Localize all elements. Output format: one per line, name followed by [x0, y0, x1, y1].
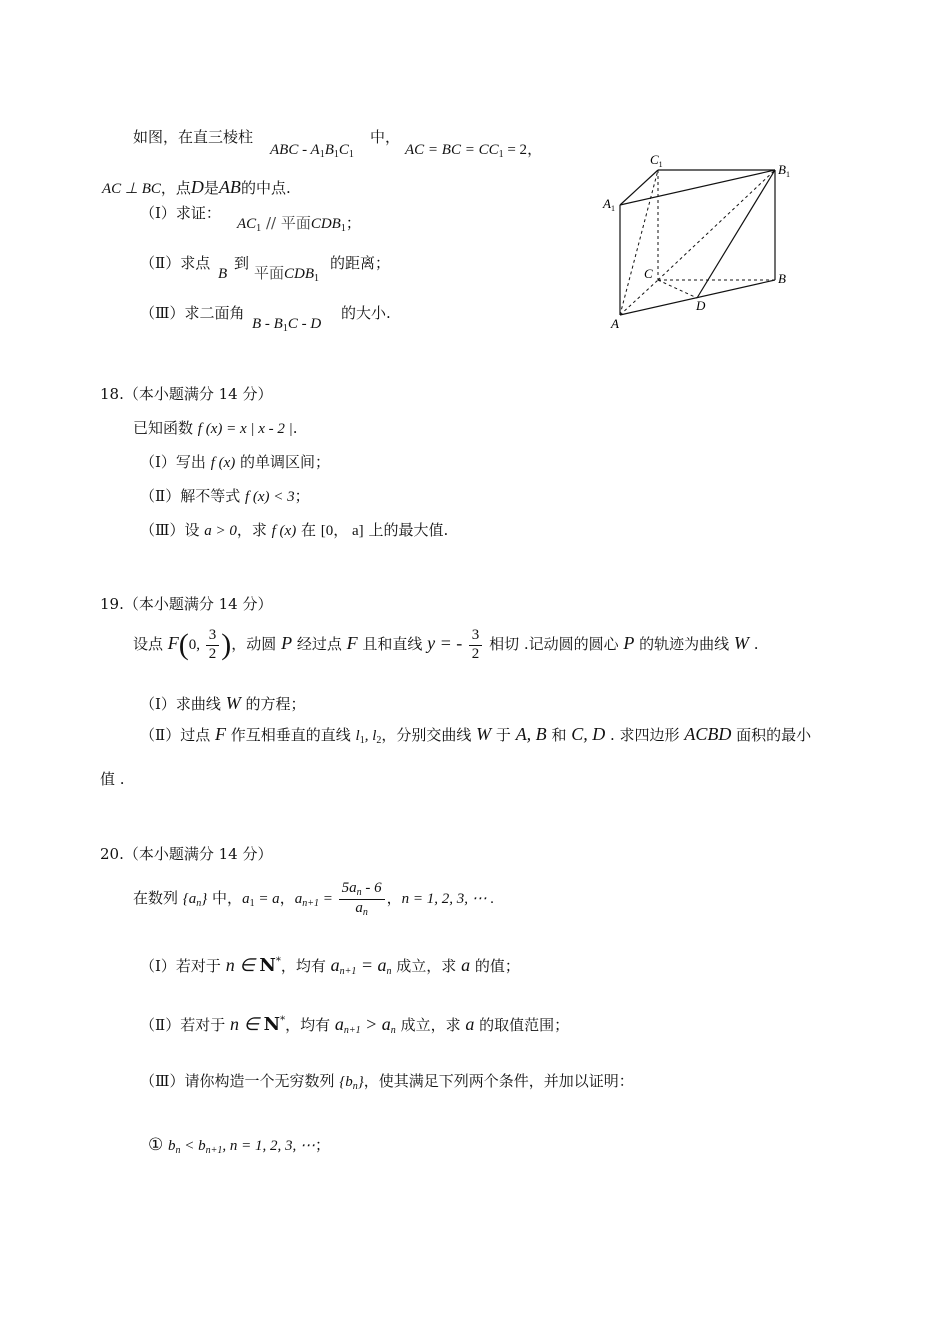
- p17-q2-plane: 平面$CDB_1$: [254, 264, 320, 284]
- p19-tail: 值 .: [100, 770, 125, 788]
- frac-recurrence: $\frac{5a_n - 6}{a_n}$: [339, 880, 385, 918]
- p19-line1: 设点 F(0, $\frac{3}{2}$ )，动圆 P 经过点 F 且和直线 y = - $\frac{3}{2}$ 相切 .记动圆的圆心 P 的轨迹为曲线 W .: [133, 627, 759, 662]
- p20-c1: ① $b_n < b_{n+1}$, n = 1, 2, 3, ⋯；: [148, 1135, 331, 1156]
- p18-line1: 已知函数 f (x) = x | x - 2 |.: [133, 419, 298, 437]
- p17-q3-end: 的大小.: [341, 304, 391, 322]
- p17-q2: （Ⅱ）求点: [140, 254, 211, 272]
- p20-line1: 在数列 $\{a_n\}$ 中，$a_1 = a$，$a_{n+1}$ = $\frac{5a_n - 6}{a_n}$ ，n = 1, 2, 3, ⋯ .: [133, 880, 495, 918]
- p18-heading: 18.（本小题满分 14 分）: [100, 385, 273, 403]
- p20-q3: （Ⅲ）请你构造一个无穷数列 $\{b_n\}$，使其满足下列两个条件，并加以证明：: [140, 1072, 634, 1092]
- label-a: A: [611, 316, 619, 331]
- p17-prism-math: ABC - $A_1B_1C_1$: [270, 142, 354, 160]
- p17-mid: 中，: [370, 128, 401, 146]
- label-c1: $C_1$: [650, 152, 663, 169]
- p19-q2: （Ⅱ）过点 F 作互相垂直的直线 $l_1$, $l_2$，分别交曲线 W 于 A, B 和 C, D . 求四边形 ACBD 面积的最小: [140, 724, 812, 746]
- prism-figure: [590, 150, 805, 335]
- hidden-cd: [658, 280, 697, 298]
- p19-heading: 19.（本小题满分 14 分）: [100, 595, 273, 613]
- p17-q1: （Ⅰ）求证：: [140, 204, 221, 222]
- p17-q3-math: B - $B_1C$ - D: [252, 316, 322, 334]
- edge-b1d: [697, 170, 775, 298]
- p17-intro: 如图，在直三棱柱: [133, 128, 254, 146]
- label-b1: $B_1$: [778, 162, 790, 179]
- frac-3-2: $\frac{3}{2}$: [206, 627, 220, 663]
- label-d: D: [696, 298, 706, 313]
- hidden-cb1: [658, 170, 775, 280]
- p18-q2: （Ⅱ）解不等式 f (x) < 3；: [140, 487, 310, 505]
- hidden-ac: [620, 280, 658, 315]
- p17-line2: AC ⊥ BC，点D是AB的中点.: [102, 177, 291, 197]
- label-b: B: [778, 271, 786, 286]
- p20-q2: （Ⅱ）若对于 n ∈ N*，均有 $a_{n+1} > a_n$ 成立，求 a 的取值范围；: [140, 1014, 570, 1036]
- p17-q2-B: B: [218, 266, 228, 282]
- hidden-ac1: [620, 170, 658, 315]
- p17-q2-end: 的距离；: [330, 254, 391, 272]
- p20-q1: （Ⅰ）若对于 n ∈ N*，均有 $a_{n+1} = a_n$ 成立，求 a 的值；: [140, 955, 520, 977]
- p18-q3: （Ⅲ）设 a > 0，求 f (x) 在 [0， a] 上的最大值.: [140, 521, 449, 539]
- frac-3-2-b: $\frac{3}{2}$: [469, 627, 483, 663]
- p17-line1: [133, 128, 253, 146]
- p17-q1-math: $AC_1$ // 平面$CDB_1$；: [237, 214, 361, 234]
- p17-q2-to: 到: [234, 254, 250, 272]
- edge-a1b1: [620, 170, 775, 205]
- label-c: C: [644, 266, 653, 281]
- edge-a1c1: [620, 170, 658, 205]
- label-a1: $A_1$: [603, 196, 615, 213]
- p19-q1: （Ⅰ）求曲线 W 的方程；: [140, 693, 306, 713]
- p17-eq1: AC = BC = $CC_1 = 2$，: [405, 140, 543, 160]
- p20-heading: 20.（本小题满分 14 分）: [100, 845, 273, 863]
- p18-q1: （Ⅰ）写出 f (x) 的单调区间；: [140, 453, 331, 471]
- p17-q3: （Ⅲ）求二面角: [140, 304, 245, 322]
